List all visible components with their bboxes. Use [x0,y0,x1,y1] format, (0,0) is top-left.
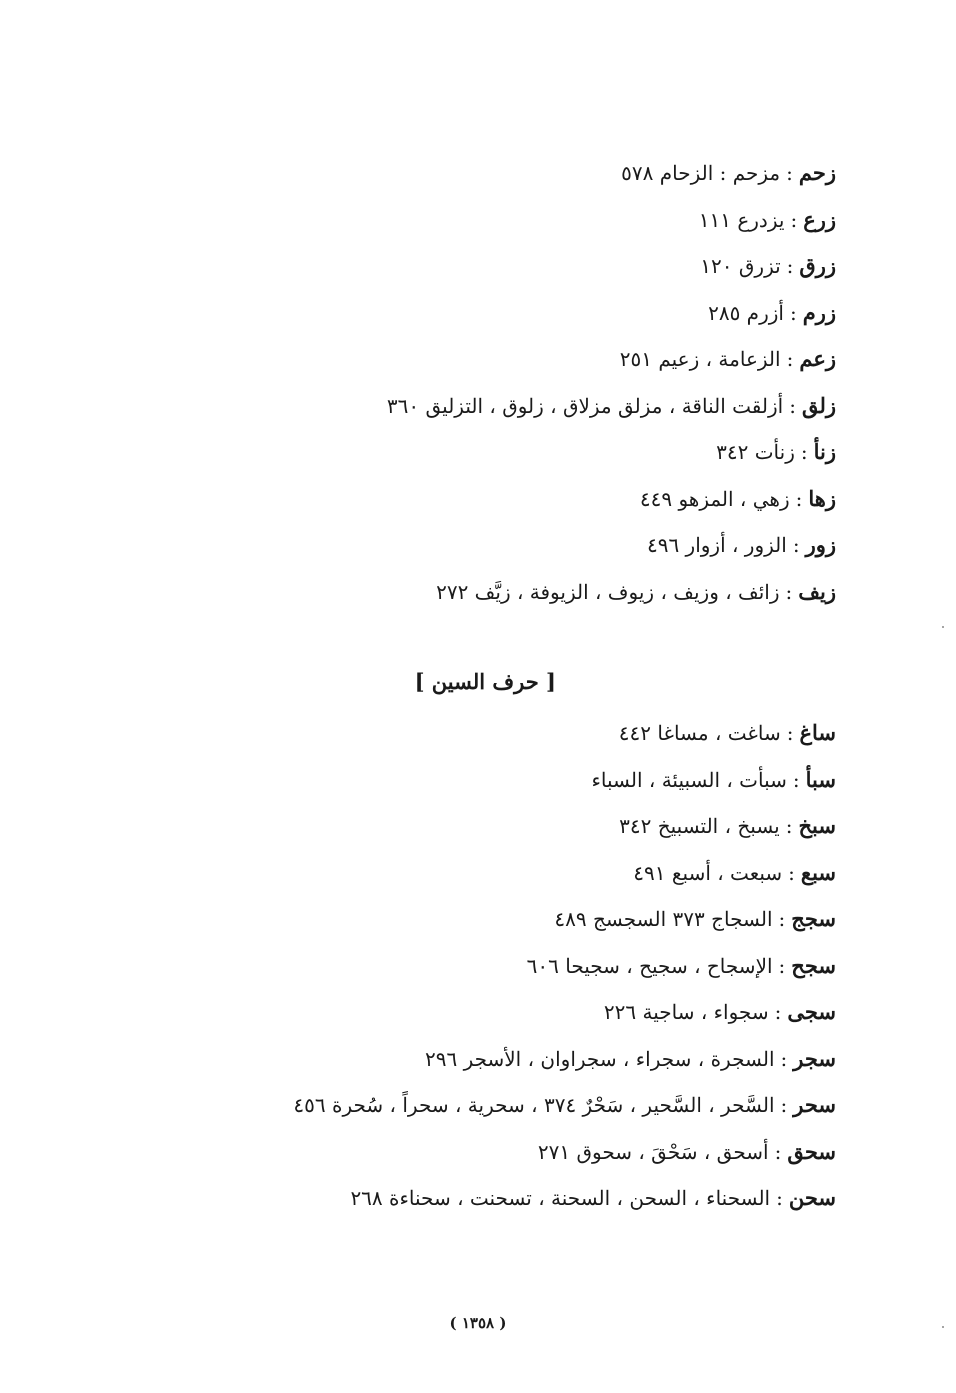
headword: زلق [801,392,836,418]
entry-body: سجواء ، ساجية ٢٢٦ [603,1000,769,1024]
headword: زيف [798,578,836,604]
entry-body: السحناء ، السحن ، السحنة ، تسحنت ، سحناءة ٢٦٨ [350,1186,771,1210]
scan-speck [942,626,944,628]
entry-body: الزعامة ، زعيم ٢٥١ [619,347,781,371]
entry-body: زنأت ٣٤٢ [716,440,795,464]
separator: : [785,579,793,604]
entry-body: الإسجاح ، سجيح ، سجيحا ٦٠٦ [526,953,773,978]
entry [136,197,836,244]
entry-body: سبأت ، السبيئة ، السباء [591,767,787,792]
headword: سبخ [798,813,836,838]
separator: : [795,486,803,511]
headword: زرم [802,299,836,325]
entry [136,1036,836,1083]
separator: : [786,161,793,185]
entry-body: أسحق ، سَحْقَ ، سحوق ٢٧١ [537,1139,769,1164]
entry [136,1175,836,1222]
entry [136,150,836,197]
headword: زعم [799,346,836,371]
entry-body: سبعت ، أسبع ٤٩١ [633,860,783,885]
entry [136,243,836,290]
separator: : [786,347,794,371]
entry-body: مزحم : الزحام ٥٧٨ [621,161,781,185]
entry [136,383,836,430]
separator: : [786,721,794,745]
entry-body: السجاج ٣٧٣ السجسج ٤٨٩ [554,907,773,931]
headword: زنأ [813,439,836,464]
headword: سحن [788,1185,836,1210]
entry [136,290,836,337]
separator: : [789,300,797,325]
entry-body: السَّحر ، السَّحير ، سَحْرٌ ٣٧٤ ، سحرية ، سحراً ، سُحرة ٤٥٦ [293,1093,775,1117]
entry-body: تزرق ١٢٠ [700,254,781,278]
entry-body: زهي ، المزهو ٤٤٩ [639,486,790,511]
entry [136,429,836,476]
separator: : [785,814,793,838]
headword: زرع [803,206,836,232]
separator: : [774,1000,782,1024]
headword: سبأ [805,766,836,792]
entries-zay-section [136,150,836,615]
headword: سجر [793,1045,836,1071]
entry [136,336,836,383]
entry-body: أزرم ٢٨٥ [708,300,784,325]
headword: سحر [793,1092,836,1117]
entry [136,989,836,1036]
separator: : [776,1186,783,1210]
headword: زور [805,532,836,557]
separator: : [778,953,786,978]
entry [136,896,836,943]
entry [136,710,836,757]
entry-body: يسبخ ، التسبيخ ٣٤٢ [619,814,780,838]
entry [136,850,836,897]
headword: ساغ [799,720,836,745]
entry [136,522,836,569]
entry [136,569,836,616]
entry [136,1082,836,1129]
entry-body: يزدرع ١١١ [698,207,785,232]
entry [136,757,836,804]
headword: زرق [799,253,836,278]
entry-body: ساغت ، مساغا ٤٤٢ [618,721,781,745]
separator: : [778,907,786,931]
separator: : [774,1139,782,1164]
entries-seen-section [136,710,836,1222]
separator: : [792,533,800,557]
entry [136,803,836,850]
separator: : [789,393,796,418]
entry [136,1129,836,1176]
section-heading: [ حرف السين ] [414,669,556,694]
headword: سجح [791,952,836,978]
separator: : [792,767,800,792]
entry-body: أزلقت الناقة ، مزلق مزلاق ، زلوق ، التزليق ٣٦٠ [386,393,784,418]
separator: : [780,1046,788,1071]
headword: سحق [787,1138,836,1164]
page-number: ( ١٣٥٨ ) [449,1314,507,1332]
separator: : [780,1093,788,1117]
headword: سبع [800,859,836,885]
entry-body: زائف ، وزيف ، زيوف ، الزيوفة ، زيَّف ٢٧٢ [436,579,780,604]
headword: سجى [787,999,836,1024]
separator: : [800,440,808,464]
entry [136,476,836,523]
headword: زها [808,485,836,511]
entry-body: السجرة ، سجراء ، سجراوان ، الأسجر ٢٩٦ [424,1046,775,1071]
entry-body: الزور ، أزوار ٤٩٦ [646,533,787,557]
headword: زحم [798,160,836,185]
separator: : [786,254,794,278]
separator: : [790,207,798,232]
separator: : [788,860,795,885]
scan-speck [942,1326,944,1328]
headword: سجج [791,906,836,931]
entry [136,943,836,990]
